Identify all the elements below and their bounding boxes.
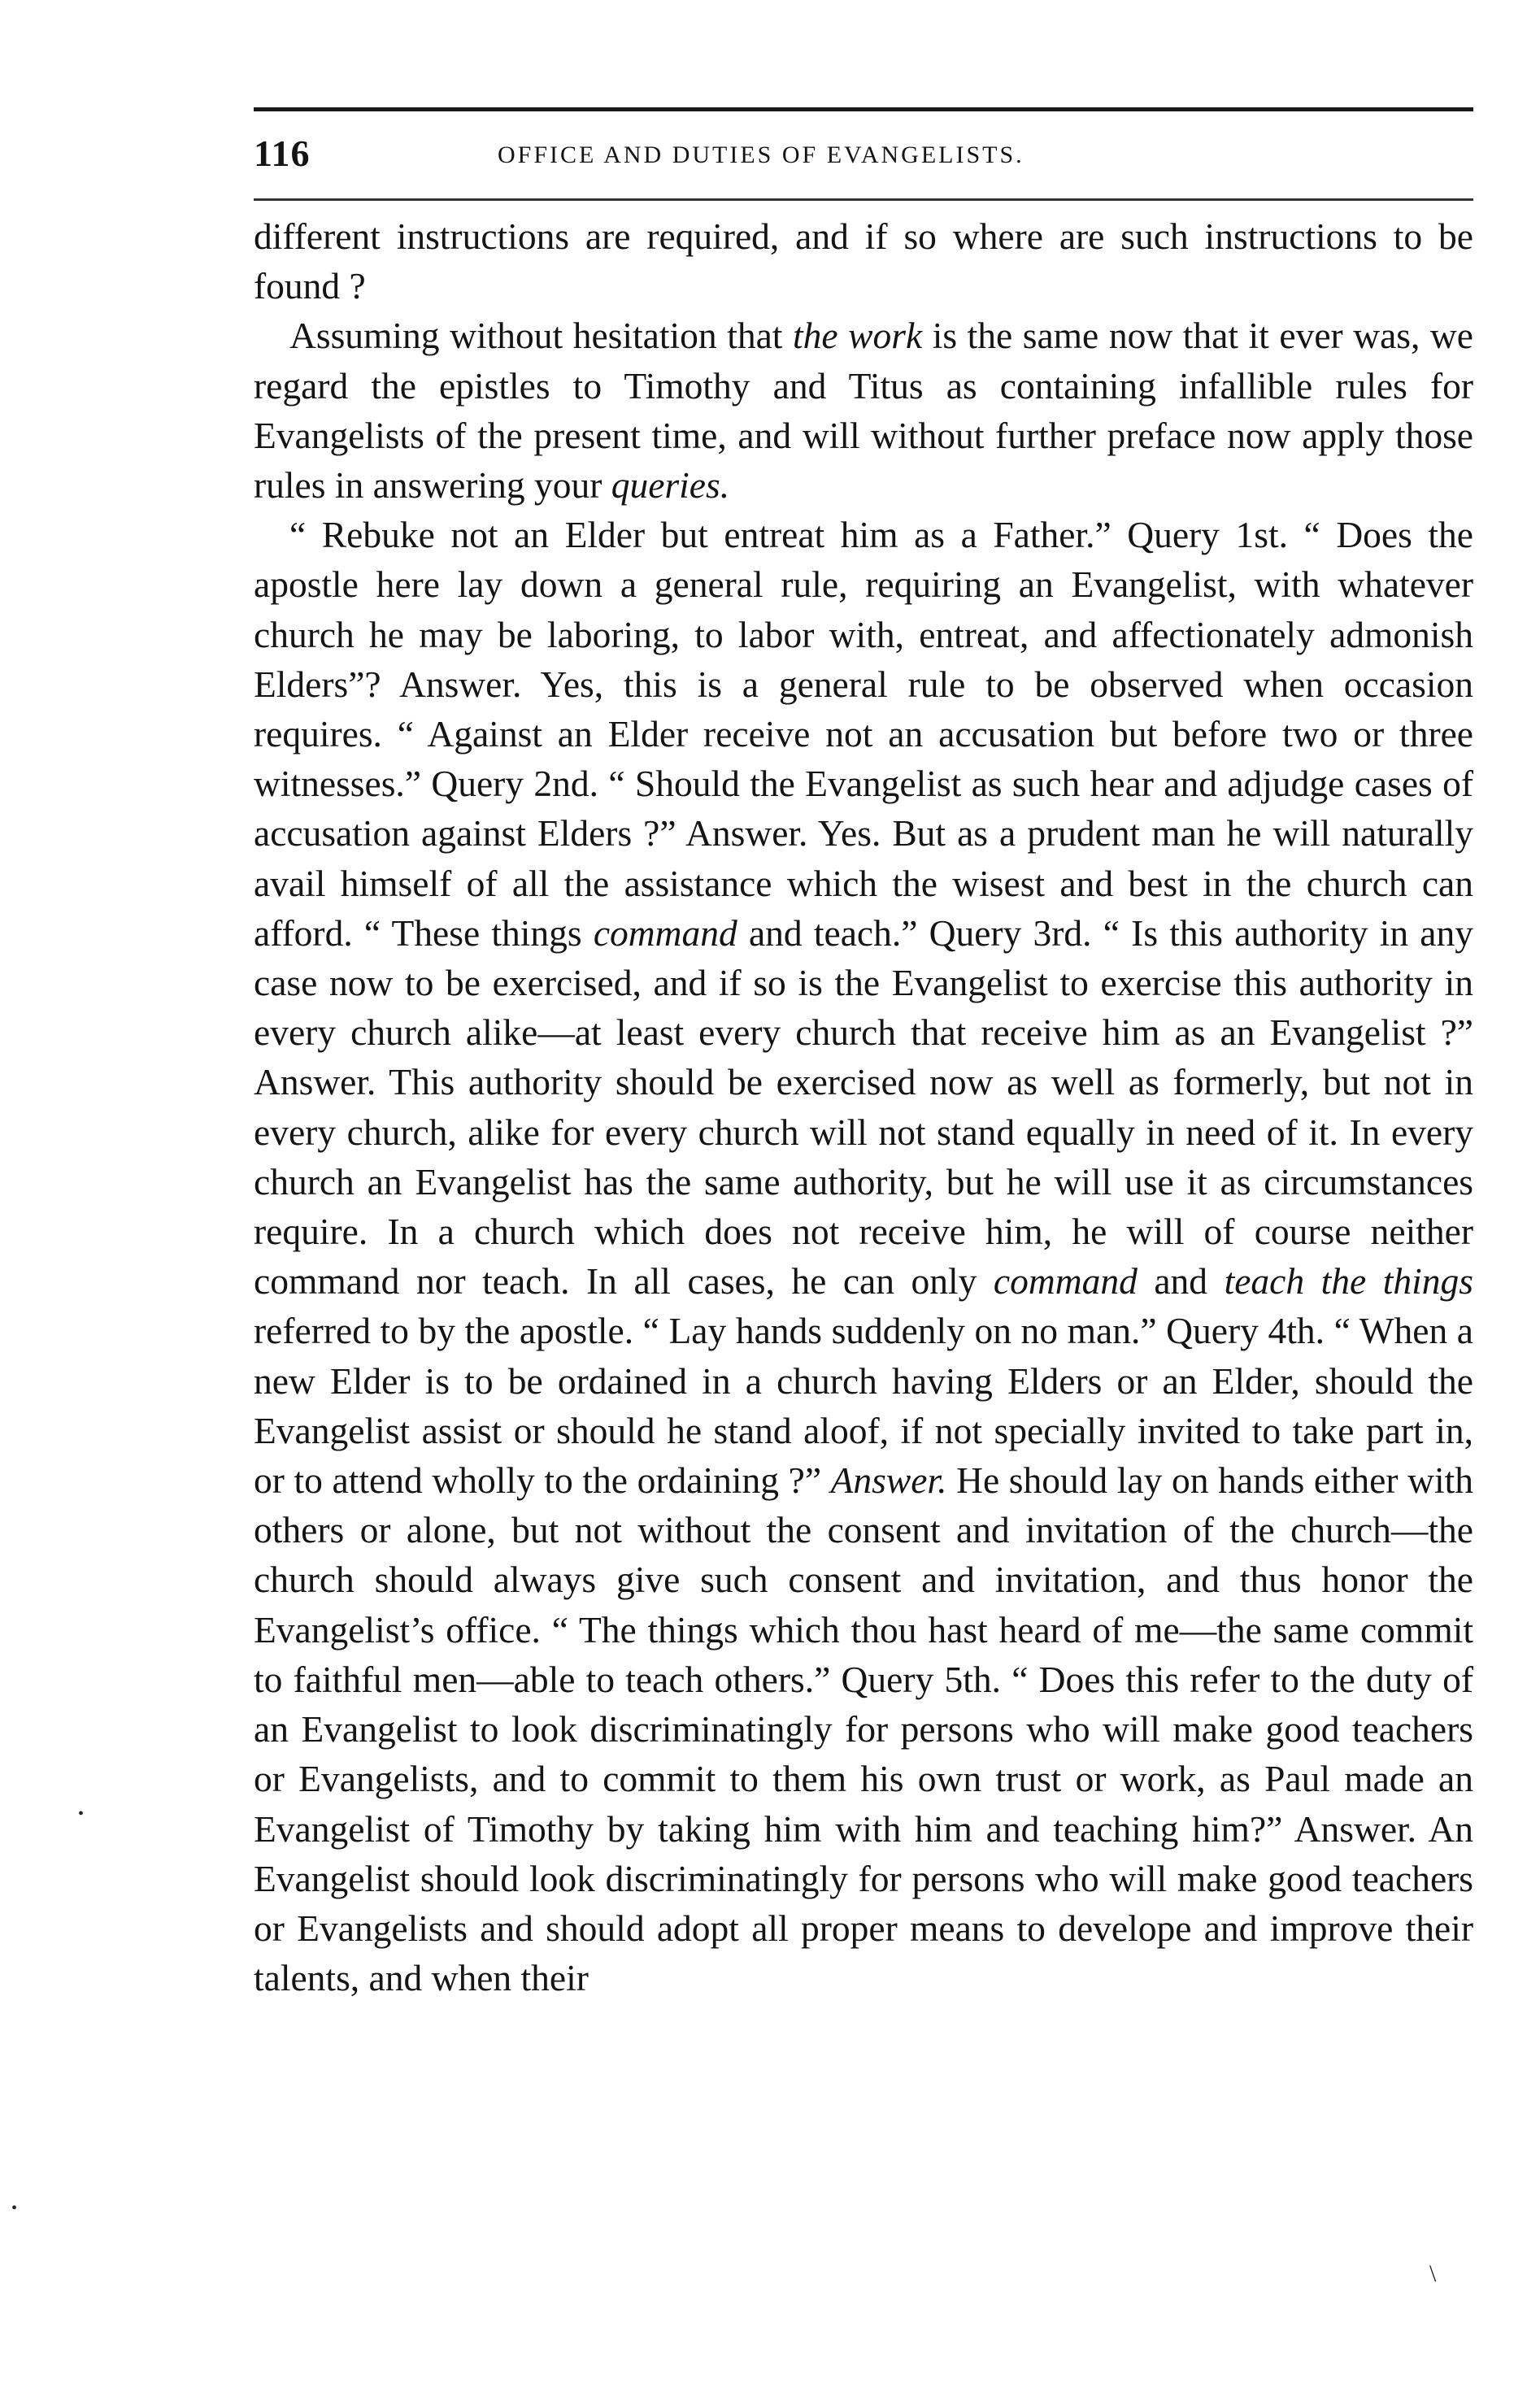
page-header xyxy=(254,132,1473,177)
paragraph xyxy=(254,311,1473,510)
text-run: referred to by the apostle. “ Lay hands suddenly on no man.” Query 4th. “ When a new Elder is to be ordained in a church having Elders or an Elder, should the Evangelist assist or should he stand aloof, if not specially invited to take part in, or to attend wholly to the ordaining ?” xyxy=(254,1310,1473,1502)
italic-text: Answer. xyxy=(830,1459,947,1502)
paragraph xyxy=(254,510,1473,2003)
text-run: “ Rebuke not an Elder but entreat him as a Father.” Query 1st. “ Does the apostle here lay down a general rule, requiring an Evangelist, with whatever church he may be laboring, to labor with, entreat, and affectionately admonish Elders”? Answer. Yes, this is a general rule to be observed when occasion requires. “ Against an Elder receive not an accusation but before two or three witnesses.” Query 2nd. “ Should the Evangelist as such hear and adjudge cases of accusation against Elders ?” Answer. Yes. But as a prudent man he will naturally avail himself of all the assistance which the wisest and best in the church can afford. “ These things xyxy=(254,514,1473,954)
book-page xyxy=(254,0,1473,2405)
italic-text: teach the things xyxy=(1224,1260,1474,1303)
text-run: He should lay on hands either with others or alone, but not without the consent and invitation of the church—the church should always give such consent and invitation, and thus honor the Evangelist’s office. “ The things which thou hast heard of me—the same commit to faithful men—able to teach others.” Query 5th. “ Does this refer to the duty of an Evangelist to look discriminatingly for persons who will make good teachers or Evangelists, and to commit to them his own trust or work, as Paul made an Evangelist of Timothy by taking him with him and teaching him?” Answer. An Evangelist should look discriminatingly for persons who will make good teachers or Evangelists and should adopt all proper means to develope and improve their talents, and when their xyxy=(254,1459,1473,1999)
text-run: different instructions are required, and if so where are such instructions to be found ? xyxy=(254,215,1473,307)
italic-text: command xyxy=(993,1260,1138,1303)
top-rule xyxy=(254,107,1473,111)
paragraph xyxy=(254,211,1473,311)
stray-mark: • xyxy=(78,1805,85,1823)
stray-mark: • xyxy=(11,2199,18,2217)
italic-text: command xyxy=(593,911,737,954)
body-text xyxy=(254,211,1473,2003)
text-run: and teach.” Query 3rd. “ Is this authority in any case now to be exercised, and if so is the Evangelist to exercise this authority in every church alike—at least every church that receive him as an Evangelist ?” Answer. This authority should be exercised now as well as formerly, but not in every church, alike for every church will not stand equally in need of it. In every church an Evangelist has the same authority, but he will use it as circumstances require. In a church which does not receive him, he will of course neither command nor teach. In all cases, he can only xyxy=(254,911,1473,1303)
text-run: and xyxy=(1137,1260,1225,1303)
text-run: Assuming without hesitation that xyxy=(289,315,793,357)
header-rule xyxy=(254,198,1473,201)
stray-mark: \ xyxy=(1429,2260,1437,2287)
text-run: is the same now that it ever was, we regard the epistles to Timothy and Titus as containing infallible rules for Evangelists of the present time, and will without further preface now apply those rules in answering your xyxy=(254,315,1473,507)
italic-text: queries. xyxy=(611,464,730,507)
running-head: OFFICE AND DUTIES OF EVANGELISTS. xyxy=(498,141,1024,168)
page-number: 116 xyxy=(254,133,311,174)
italic-text: the work xyxy=(792,315,923,357)
